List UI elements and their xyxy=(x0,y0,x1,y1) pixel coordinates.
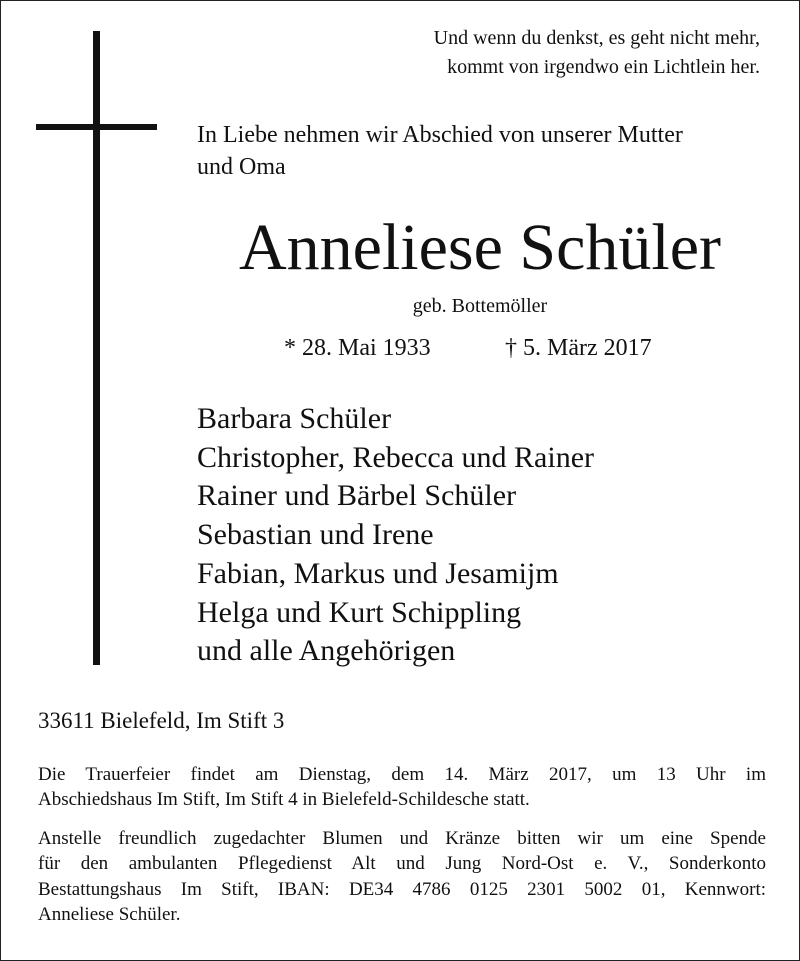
family-member: Barbara Schüler xyxy=(197,402,392,435)
donation-line: Anstelle freundlich zugedachter Blumen und Kränze bitten wir um eine Spende xyxy=(38,828,766,849)
family-member: Rainer und Bärbel Schüler xyxy=(197,479,517,513)
death-date: † 5. März 2017 xyxy=(505,335,652,361)
cross-icon-beam xyxy=(36,124,157,130)
ceremony-info xyxy=(38,762,766,813)
intro-text xyxy=(197,119,777,183)
family-member: Christopher, Rebecca und Rainer xyxy=(197,440,595,474)
birth-date: * 28. Mai 1933 xyxy=(284,335,431,361)
intro-line: In Liebe nehmen wir Abschied von unserer Mutter xyxy=(197,122,683,148)
donation-info xyxy=(38,826,766,927)
family-member: Helga und Kurt Schippling xyxy=(197,595,522,629)
family-member: Sebastian und Irene xyxy=(197,518,434,552)
family-member: und alle Angehörigen xyxy=(197,634,456,668)
intro-line: und Oma xyxy=(197,154,286,180)
deceased-name: Anneliese Schüler xyxy=(238,211,721,284)
family-member: Fabian, Markus und Jesamijm xyxy=(197,556,559,590)
family-list xyxy=(197,400,757,671)
motto-line: kommt von irgendwo ein Lichtlein her. xyxy=(447,56,760,78)
motto xyxy=(370,24,760,82)
maiden-name: geb. Bottemöller xyxy=(412,295,548,317)
ceremony-line: Abschiedshaus Im Stift, Im Stift 4 in Bielefeld-Schildesche statt. xyxy=(38,789,530,811)
donation-line: für den ambulanten Pflegedienst Alt und Jung Nord-Ost e. V., Sonderkonto xyxy=(38,853,766,875)
donation-line: Anneliese Schüler. xyxy=(38,903,181,925)
donation-line: Bestattungshaus Im Stift, IBAN: DE34 4786 0125 2301 5002 01, Kennwort: xyxy=(38,878,766,900)
address: 33611 Bielefeld, Im Stift 3 xyxy=(38,708,285,733)
ceremony-line: Die Trauerfeier findet am Dienstag, dem 14. März 2017, um 13 Uhr im xyxy=(38,764,766,785)
motto-line: Und wenn du denkst, es geht nicht mehr, xyxy=(433,27,760,49)
